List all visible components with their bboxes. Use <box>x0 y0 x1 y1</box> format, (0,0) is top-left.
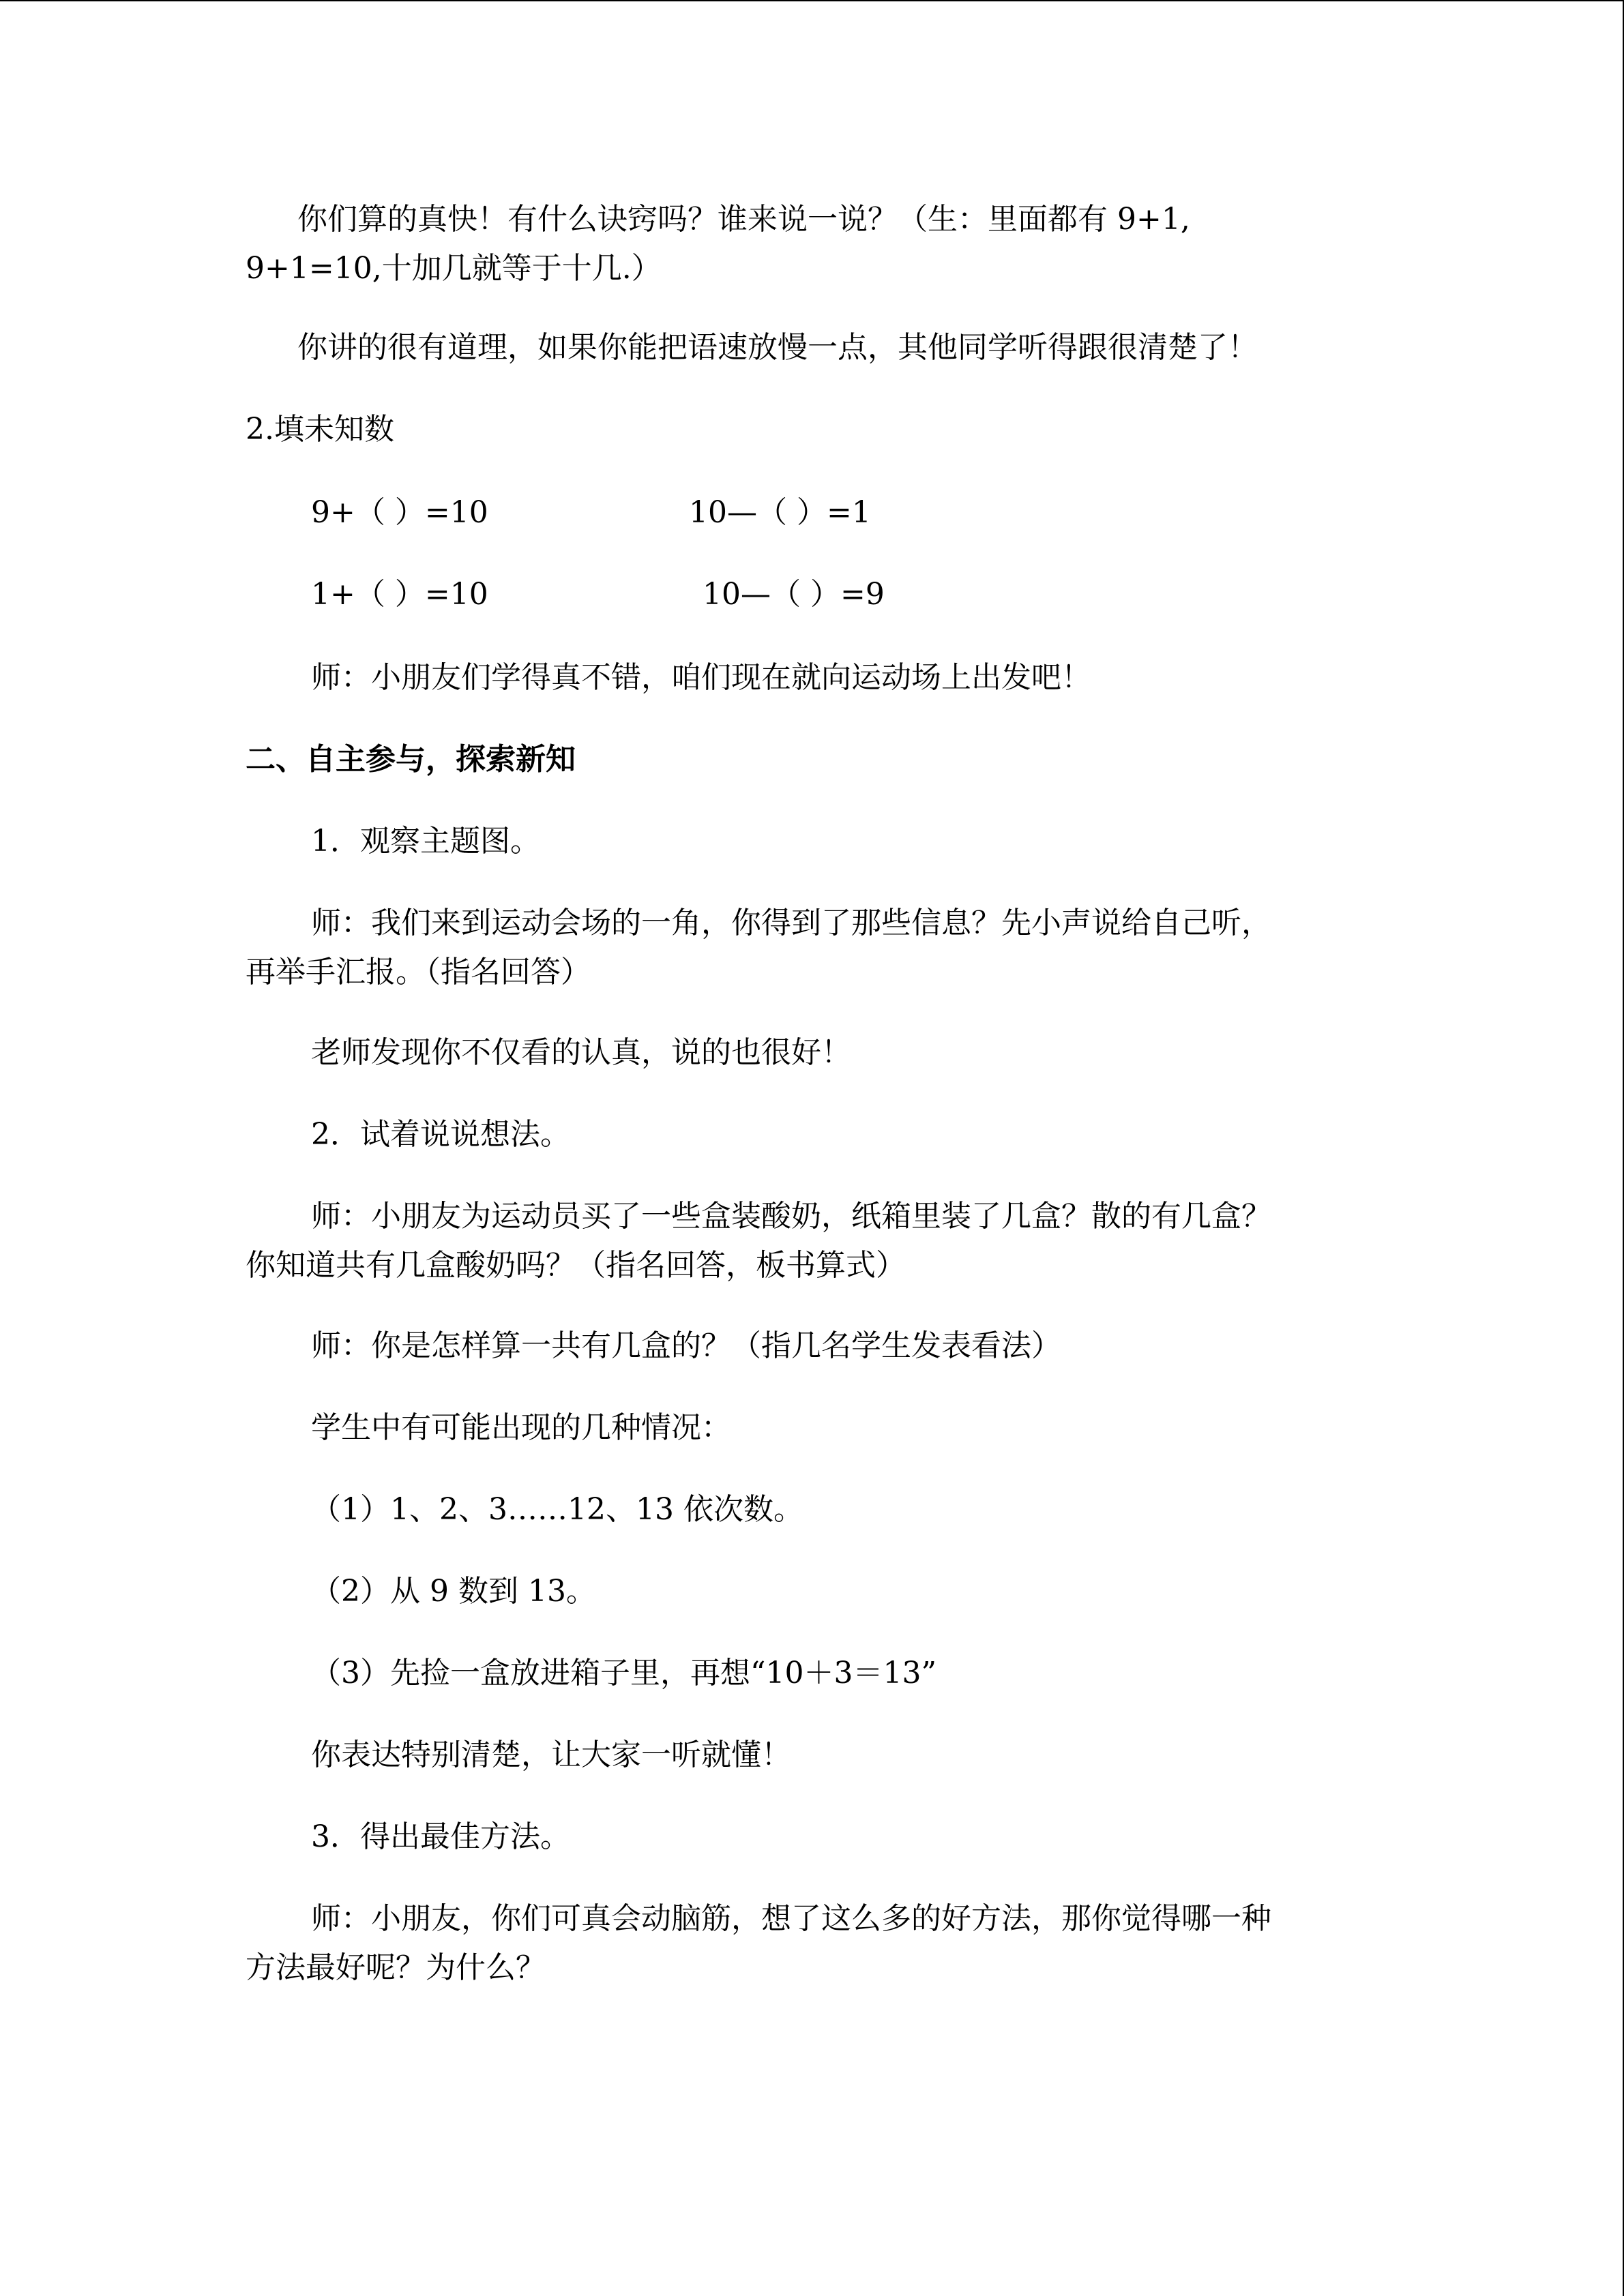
equation: 10—（ ）=1 <box>689 495 871 530</box>
paragraph-line: 师：我们来到运动会场的一角，你得到了那些信息？先小声说给自己听， <box>311 906 1271 940</box>
paragraph-line: 9+1=10,十加几就等于十几.） <box>246 251 662 286</box>
section-heading: 二、自主参与，探索新知 <box>246 742 576 777</box>
paragraph-line: 师：小朋友为运动员买了一些盒装酸奶，纸箱里装了几盒？散的有几盒？ <box>311 1199 1271 1234</box>
paragraph-line: 师：你是怎样算一共有几盒的？（指几名学生发表看法） <box>311 1328 1061 1363</box>
list-item: （3）先捡一盒放进箱子里，再想“10＋3＝13” <box>311 1656 936 1690</box>
paragraph-line: 师：小朋友，你们可真会动脑筋，想了这么多的好方法，那你觉得哪一种 <box>311 1901 1271 1936</box>
paragraph-line: 你知道共有几盒酸奶吗？（指名回答，板书算式） <box>246 1248 906 1283</box>
paragraph-line: 你们算的真快！有什么诀窍吗？谁来说一说？（生：里面都有 9+1, <box>297 202 1190 237</box>
list-item: （2）从 9 数到 13。 <box>311 1574 596 1609</box>
paragraph-line: 再举手汇报。（指名回答） <box>246 955 591 989</box>
equation: 10—（ ）=9 <box>703 577 885 612</box>
list-item: 1．观察主题图。 <box>311 824 540 859</box>
paragraph-line: 老师发现你不仅看的认真，说的也很好！ <box>311 1035 851 1070</box>
equation: 1+（ ）=10 <box>311 577 488 612</box>
paragraph-line: 学生中有可能出现的几种情况： <box>311 1410 731 1445</box>
equation: 9+（ ）=10 <box>311 495 488 530</box>
list-item: （1）1、2、3……12、13 依次数。 <box>311 1492 803 1527</box>
paragraph-line: 你讲的很有道理，如果你能把语速放慢一点，其他同学听得跟很清楚了！ <box>297 330 1258 365</box>
list-item: 3．得出最佳方法。 <box>311 1819 570 1854</box>
list-item: 2．试着说说想法。 <box>311 1117 570 1152</box>
paragraph-line: 你表达特别清楚，让大家一听就懂！ <box>311 1738 791 1772</box>
paragraph-line: 师：小朋友们学得真不错，咱们现在就向运动场上出发吧！ <box>311 660 1091 695</box>
paragraph-line: 方法最好呢？为什么？ <box>246 1950 546 1985</box>
section-subheading: 2.填未知数 <box>246 412 394 447</box>
